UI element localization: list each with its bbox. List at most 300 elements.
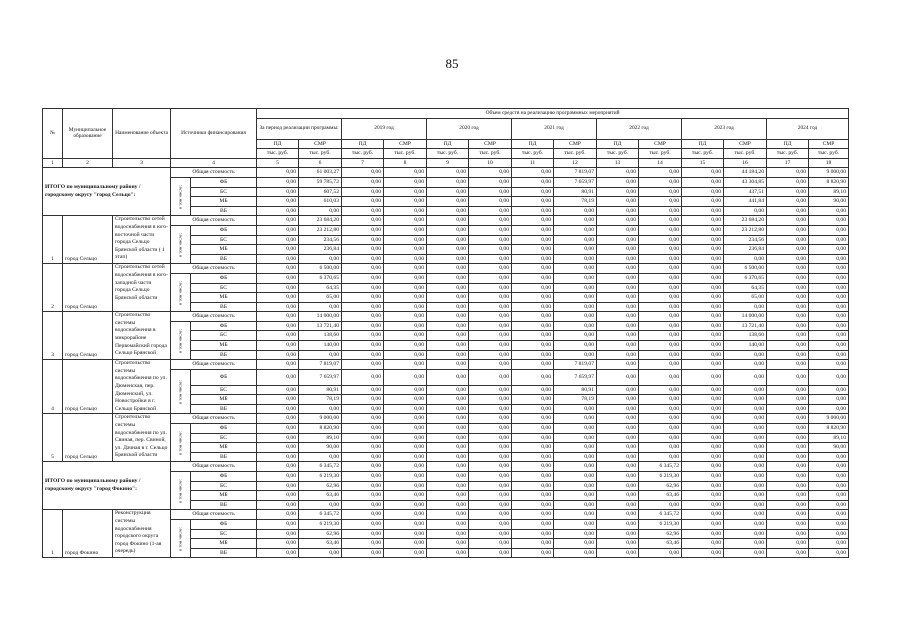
value-cell: 0,00	[427, 539, 469, 549]
value-cell: 437,51	[724, 187, 767, 197]
value-cell: 0,00	[342, 312, 384, 322]
value-cell: 0,00	[469, 235, 512, 245]
value-cell: 0,00	[767, 452, 809, 462]
value-cell: 0,00	[342, 519, 384, 529]
value-cell: 62,96	[299, 481, 342, 491]
row-number: 1	[43, 510, 63, 558]
header-unit: тыс. руб.	[724, 149, 767, 159]
header-volume: Объем средств на реализацию программных мероприятий	[257, 109, 849, 119]
row-number: 4	[43, 360, 63, 414]
value-cell: 0,00	[342, 443, 384, 453]
value-cell: 0,00	[342, 206, 384, 216]
value-cell: 0,00	[682, 424, 724, 434]
value-cell: 0,00	[512, 491, 554, 501]
value-cell: 0,00	[342, 168, 384, 178]
value-cell: 0,00	[342, 331, 384, 341]
header-year: 2022 год	[597, 118, 682, 139]
including-text: в том числе:	[177, 478, 183, 503]
value-cell: 0,00	[597, 481, 639, 491]
value-cell: 0,00	[554, 462, 597, 472]
value-cell: 0,00	[767, 548, 809, 558]
value-cell: 0,00	[809, 471, 849, 481]
value-cell: 0,00	[597, 471, 639, 481]
value-cell: 0,00	[384, 206, 427, 216]
value-cell: 0,00	[809, 341, 849, 351]
value-cell: 0,00	[257, 433, 299, 443]
value-cell: 80,91	[299, 385, 342, 395]
value-cell: 0,00	[639, 225, 682, 235]
value-cell: 0,00	[809, 462, 849, 472]
header-pd: ПД	[512, 139, 554, 149]
value-cell: 0,00	[554, 331, 597, 341]
value-cell: 6 370,65	[299, 273, 342, 283]
value-cell: 0,00	[682, 350, 724, 360]
value-cell: 8 820,90	[809, 424, 849, 434]
table-body	[43, 168, 849, 558]
value-cell: 0,00	[299, 206, 342, 216]
value-cell: 0,00	[469, 187, 512, 197]
value-cell: 0,00	[342, 341, 384, 351]
header-unit: тыс. руб.	[809, 149, 849, 159]
value-cell: 0,00	[554, 293, 597, 303]
value-cell: 65,00	[299, 293, 342, 303]
header-unit: тыс. руб.	[512, 149, 554, 159]
value-cell: 0,00	[597, 443, 639, 453]
value-cell: 0,00	[512, 385, 554, 395]
value-cell: 0,00	[597, 350, 639, 360]
source-label: ВБ	[191, 548, 257, 558]
header-column-number: 15	[682, 158, 724, 168]
value-cell: 0,00	[809, 206, 849, 216]
value-cell: 0,00	[257, 341, 299, 351]
value-cell: 23 684,20	[724, 216, 767, 226]
header-column-number: 12	[554, 158, 597, 168]
value-cell: 90,00	[809, 443, 849, 453]
source-label: МБ	[191, 341, 257, 351]
value-cell: 90,00	[809, 197, 849, 207]
value-cell: 0,00	[639, 404, 682, 414]
value-cell: 0,00	[767, 331, 809, 341]
value-cell: 0,00	[682, 360, 724, 370]
object-name: Строительство сетей водоснабжения в юго-западной части города Сельцо Брянской области	[113, 264, 171, 312]
value-cell: 0,00	[469, 471, 512, 481]
value-cell: 138,60	[299, 331, 342, 341]
value-cell: 441,84	[724, 197, 767, 207]
value-cell: 0,00	[427, 197, 469, 207]
value-cell: 0,00	[512, 302, 554, 312]
financing-table-container	[42, 108, 862, 558]
value-cell: 0,00	[257, 216, 299, 226]
value-cell: 89,10	[809, 433, 849, 443]
value-cell: 23 212,80	[724, 225, 767, 235]
value-cell: 0,00	[724, 254, 767, 264]
including-label	[171, 273, 191, 311]
value-cell: 63,46	[639, 539, 682, 549]
value-cell: 0,00	[809, 395, 849, 405]
value-cell: 0,00	[512, 539, 554, 549]
value-cell: 63,46	[299, 539, 342, 549]
source-label: БС	[191, 481, 257, 491]
value-cell: 0,00	[427, 395, 469, 405]
value-cell: 0,00	[512, 225, 554, 235]
value-cell: 0,00	[767, 491, 809, 501]
header-municipality: Муниципальное образование	[63, 109, 113, 159]
source-label: ФБ	[191, 471, 257, 481]
value-cell: 0,00	[342, 197, 384, 207]
value-cell: 0,00	[597, 424, 639, 434]
value-cell: 140,00	[299, 341, 342, 351]
value-cell: 0,00	[257, 491, 299, 501]
value-cell: 0,00	[512, 471, 554, 481]
value-cell: 8 820,90	[809, 177, 849, 187]
object-name: Строительство системы водоснабжения в микрорайоне Первомайский города Сельцо Брянской	[113, 312, 171, 360]
value-cell: 0,00	[809, 235, 849, 245]
table-row	[43, 264, 849, 274]
value-cell: 0,00	[512, 273, 554, 283]
value-cell: 0,00	[682, 312, 724, 322]
value-cell: 0,00	[257, 293, 299, 303]
value-cell: 0,00	[512, 369, 554, 385]
value-cell: 0,00	[597, 254, 639, 264]
value-cell: 0,00	[639, 433, 682, 443]
value-cell: 0,00	[682, 168, 724, 178]
value-cell: 0,00	[469, 302, 512, 312]
header-unit: тыс. руб.	[384, 149, 427, 159]
value-cell: 0,00	[257, 404, 299, 414]
value-cell: 0,00	[767, 254, 809, 264]
value-cell: 0,00	[597, 433, 639, 443]
value-cell: 0,00	[767, 187, 809, 197]
header-year: 2024 год	[767, 118, 849, 139]
object-name: Строительство системы водоснабжения по ул. Дюменская, пер. Дюменский, ул. Новостройки в г. Сельцо Брянской	[113, 360, 171, 414]
header-unit: тыс. руб.	[342, 149, 384, 159]
value-cell: 0,00	[554, 510, 597, 520]
value-cell: 0,00	[469, 385, 512, 395]
value-cell: 0,00	[682, 385, 724, 395]
value-cell: 0,00	[469, 331, 512, 341]
value-cell: 0,00	[597, 452, 639, 462]
header-no: №	[43, 109, 63, 159]
value-cell: 0,00	[512, 254, 554, 264]
value-cell: 0,00	[639, 443, 682, 453]
object-name: Строительство сетей водоснабжения в юго-восточной части города Сельцо Брянской области ( 1 этап)	[113, 216, 171, 264]
header-year: 2019 год	[342, 118, 427, 139]
value-cell: 0,00	[299, 350, 342, 360]
value-cell: 0,00	[809, 273, 849, 283]
value-cell: 0,00	[682, 216, 724, 226]
value-cell: 14 000,00	[299, 312, 342, 322]
value-cell: 0,00	[639, 452, 682, 462]
value-cell: 0,00	[342, 539, 384, 549]
value-cell: 0,00	[384, 216, 427, 226]
value-cell: 0,00	[299, 452, 342, 462]
value-cell: 0,00	[639, 293, 682, 303]
value-cell: 0,00	[342, 321, 384, 331]
table-row	[43, 414, 849, 424]
value-cell: 0,00	[469, 254, 512, 264]
value-cell: 0,00	[257, 187, 299, 197]
value-cell: 0,00	[342, 264, 384, 274]
value-cell: 0,00	[767, 395, 809, 405]
value-cell: 0,00	[257, 529, 299, 539]
value-cell: 0,00	[682, 302, 724, 312]
value-cell: 0,00	[639, 360, 682, 370]
value-cell: 9 000,00	[299, 414, 342, 424]
value-cell: 0,00	[809, 331, 849, 341]
source-label: БС	[191, 235, 257, 245]
value-cell: 0,00	[427, 273, 469, 283]
source-label: ФБ	[191, 369, 257, 385]
value-cell: 0,00	[427, 254, 469, 264]
row-number: 2	[43, 264, 63, 312]
source-label: МБ	[191, 395, 257, 405]
value-cell: 0,00	[512, 350, 554, 360]
value-cell: 0,00	[427, 462, 469, 472]
value-cell: 0,00	[639, 197, 682, 207]
municipality-name: город Сельцо	[63, 414, 113, 462]
value-cell: 0,00	[639, 254, 682, 264]
value-cell: 0,00	[342, 360, 384, 370]
value-cell: 0,00	[257, 350, 299, 360]
value-cell: 0,00	[682, 395, 724, 405]
value-cell: 0,00	[767, 433, 809, 443]
value-cell: 0,00	[554, 341, 597, 351]
source-total-label: Общая стоимость	[171, 414, 257, 424]
value-cell: 0,00	[384, 245, 427, 255]
value-cell: 607,52	[299, 187, 342, 197]
value-cell: 0,00	[767, 404, 809, 414]
value-cell: 0,00	[597, 360, 639, 370]
financing-table	[42, 108, 849, 558]
municipality-name: город Сельцо	[63, 360, 113, 414]
value-cell: 0,00	[384, 187, 427, 197]
value-cell: 0,00	[469, 500, 512, 510]
value-cell: 0,00	[682, 548, 724, 558]
header-column-number: 5	[257, 158, 299, 168]
value-cell: 0,00	[469, 452, 512, 462]
value-cell: 6 500,00	[724, 264, 767, 274]
value-cell: 0,00	[724, 452, 767, 462]
value-cell: 0,00	[554, 264, 597, 274]
value-cell: 0,00	[469, 197, 512, 207]
value-cell: 0,00	[767, 321, 809, 331]
value-cell: 0,00	[597, 264, 639, 274]
value-cell: 0,00	[767, 369, 809, 385]
value-cell: 0,00	[682, 187, 724, 197]
value-cell: 0,00	[342, 225, 384, 235]
value-cell: 0,00	[597, 273, 639, 283]
value-cell: 0,00	[809, 254, 849, 264]
row-number: 1	[43, 216, 63, 264]
header-column-number: 17	[767, 158, 809, 168]
value-cell: 6 219,30	[639, 471, 682, 481]
value-cell: 0,00	[469, 350, 512, 360]
value-cell: 0,00	[342, 302, 384, 312]
value-cell: 0,00	[512, 481, 554, 491]
source-label: ВБ	[191, 206, 257, 216]
value-cell: 0,00	[597, 187, 639, 197]
including-text: в том числе:	[177, 328, 183, 353]
source-total-label: Общая стоимость	[171, 510, 257, 520]
value-cell: 0,00	[554, 321, 597, 331]
municipality-name: город Фокино	[63, 510, 113, 558]
value-cell: 0,00	[639, 350, 682, 360]
source-label: БС	[191, 187, 257, 197]
value-cell: 0,00	[809, 321, 849, 331]
value-cell: 0,00	[257, 443, 299, 453]
value-cell: 0,00	[512, 510, 554, 520]
value-cell: 0,00	[427, 510, 469, 520]
value-cell: 0,00	[384, 273, 427, 283]
header-smr: СМР	[469, 139, 512, 149]
value-cell: 9 000,00	[809, 168, 849, 178]
value-cell: 0,00	[809, 283, 849, 293]
value-cell: 0,00	[809, 245, 849, 255]
value-cell: 0,00	[767, 235, 809, 245]
value-cell: 0,00	[512, 404, 554, 414]
value-cell: 7 659,97	[554, 369, 597, 385]
value-cell: 0,00	[724, 529, 767, 539]
source-label: МБ	[191, 293, 257, 303]
value-cell: 0,00	[342, 500, 384, 510]
value-cell: 0,00	[724, 424, 767, 434]
including-text: в том числе:	[177, 184, 183, 209]
value-cell: 0,00	[427, 491, 469, 501]
table-row	[43, 462, 849, 472]
value-cell: 0,00	[554, 443, 597, 453]
value-cell: 0,00	[767, 225, 809, 235]
including-text: в том числе:	[177, 526, 183, 551]
value-cell: 0,00	[384, 471, 427, 481]
value-cell: 0,00	[342, 187, 384, 197]
value-cell: 0,00	[512, 245, 554, 255]
value-cell: 0,00	[257, 519, 299, 529]
value-cell: 0,00	[597, 293, 639, 303]
value-cell: 0,00	[342, 395, 384, 405]
value-cell: 0,00	[724, 491, 767, 501]
value-cell: 0,00	[767, 283, 809, 293]
value-cell: 0,00	[427, 433, 469, 443]
value-cell: 0,00	[597, 529, 639, 539]
source-label: МБ	[191, 197, 257, 207]
header-smr: СМР	[384, 139, 427, 149]
value-cell: 0,00	[597, 519, 639, 529]
value-cell: 0,00	[554, 206, 597, 216]
value-cell: 80,91	[554, 187, 597, 197]
value-cell: 0,00	[342, 385, 384, 395]
value-cell: 0,00	[384, 510, 427, 520]
value-cell: 0,00	[469, 168, 512, 178]
value-cell: 0,00	[384, 350, 427, 360]
value-cell: 0,00	[597, 331, 639, 341]
value-cell: 0,00	[257, 254, 299, 264]
value-cell: 0,00	[767, 414, 809, 424]
including-label	[171, 424, 191, 462]
value-cell: 62,96	[639, 529, 682, 539]
municipality-name: город Сельцо	[63, 264, 113, 312]
value-cell: 0,00	[427, 245, 469, 255]
value-cell: 0,00	[512, 312, 554, 322]
header-pd: ПД	[597, 139, 639, 149]
value-cell: 6 219,30	[299, 471, 342, 481]
header-unit: тыс. руб.	[257, 149, 299, 159]
value-cell: 0,00	[597, 341, 639, 351]
value-cell: 0,00	[724, 539, 767, 549]
value-cell: 0,00	[427, 312, 469, 322]
value-cell: 0,00	[554, 283, 597, 293]
value-cell: 0,00	[512, 235, 554, 245]
value-cell: 0,00	[342, 424, 384, 434]
value-cell: 0,00	[257, 360, 299, 370]
value-cell: 0,00	[384, 341, 427, 351]
header-pd: ПД	[682, 139, 724, 149]
value-cell: 23 212,80	[299, 225, 342, 235]
value-cell: 0,00	[682, 254, 724, 264]
value-cell: 0,00	[597, 245, 639, 255]
value-cell: 61 003,27	[299, 168, 342, 178]
value-cell: 78,19	[299, 395, 342, 405]
value-cell: 0,00	[469, 548, 512, 558]
value-cell: 0,00	[257, 245, 299, 255]
value-cell: 0,00	[639, 312, 682, 322]
value-cell: 0,00	[257, 206, 299, 216]
value-cell: 0,00	[767, 302, 809, 312]
value-cell: 0,00	[384, 321, 427, 331]
value-cell: 0,00	[639, 424, 682, 434]
value-cell: 0,00	[512, 264, 554, 274]
value-cell: 0,00	[469, 293, 512, 303]
value-cell: 0,00	[512, 168, 554, 178]
including-label	[171, 471, 191, 509]
value-cell: 0,00	[512, 197, 554, 207]
value-cell: 0,00	[512, 462, 554, 472]
source-label: ФБ	[191, 177, 257, 187]
page-number: 85	[445, 56, 459, 71]
value-cell: 0,00	[384, 548, 427, 558]
value-cell: 0,00	[512, 187, 554, 197]
value-cell: 0,00	[639, 235, 682, 245]
value-cell: 0,00	[724, 350, 767, 360]
value-cell: 0,00	[342, 462, 384, 472]
source-label: ВБ	[191, 302, 257, 312]
value-cell: 0,00	[384, 225, 427, 235]
value-cell: 0,00	[512, 283, 554, 293]
value-cell: 0,00	[724, 404, 767, 414]
value-cell: 0,00	[512, 548, 554, 558]
value-cell: 78,19	[554, 395, 597, 405]
source-label: ФБ	[191, 321, 257, 331]
value-cell: 0,00	[639, 321, 682, 331]
value-cell: 0,00	[469, 225, 512, 235]
value-cell: 0,00	[512, 500, 554, 510]
value-cell: 0,00	[682, 414, 724, 424]
value-cell: 64,35	[724, 283, 767, 293]
value-cell: 0,00	[724, 481, 767, 491]
value-cell: 0,00	[767, 341, 809, 351]
value-cell: 0,00	[597, 302, 639, 312]
value-cell: 0,00	[682, 471, 724, 481]
value-cell: 8 820,90	[299, 424, 342, 434]
value-cell: 0,00	[257, 471, 299, 481]
value-cell: 0,00	[342, 433, 384, 443]
value-cell: 0,00	[682, 235, 724, 245]
value-cell: 0,00	[597, 414, 639, 424]
value-cell: 0,00	[469, 395, 512, 405]
table-header	[43, 109, 849, 168]
including-text: в том числе:	[177, 379, 183, 404]
source-label: ВБ	[191, 254, 257, 264]
value-cell: 0,00	[767, 443, 809, 453]
